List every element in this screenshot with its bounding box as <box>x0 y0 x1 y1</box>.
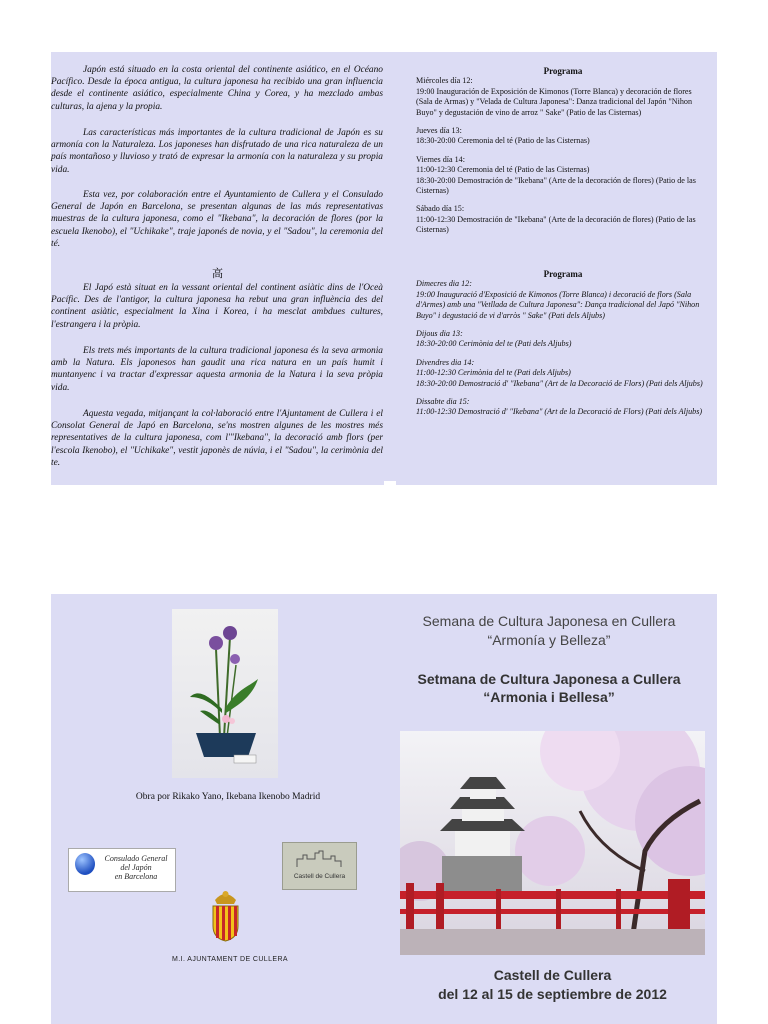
program-ca <box>416 269 710 426</box>
program-ca-day: Dimecres dia 12: 19:00 Inauguració d'Exposició de Kimonos (Torre Blanca) i decoració de flors (Sala d'Armes) amb una "Vetllada de Cultura Japonesa": Dança tradicional del Japó "Nihon Buyo" i degustació de vi d'arròs " Sake" (Pati dels Aljubs) <box>416 279 700 320</box>
program-es-day: Jueves día 13: 18:30-20:00 Ceremonia del té (Patio de las Cisternas) <box>416 126 590 146</box>
castle-outline-icon <box>295 847 343 869</box>
paragraph-es-nature: Las características más importantes de la cultura tradicional de Japón es su armonía con la Naturaleza. Los japoneses han disfrutado de una rica naturaleza de un país montañoso y lluvioso y trató de expresar la armonía con la naturaleza y su propia vida. <box>51 128 383 175</box>
program-es-day: Miércoles día 12: 19:00 Inauguración de Exposición de Kimonos (Torre Blanca) y decoración de flores (Sala de Armas) y "Velada de Cultura Japonesa": Danza tradicional del Japón "Nihon Buyo" y degustación de vino de arroz " Sake" (Patio de las Cisternas) <box>416 76 693 117</box>
paragraph-ca-collaboration: Aquesta vegada, mitjançant la col·laboració entre l'Ajuntament de Cullera i el Consolat General de Japó en Barcelona, se'ns mostren algunes de les mostres més representatives de la cultura japonesa, com l'"Ikebana", la decoració amb flors (per l'escola Ikenobo), el "Uchikake", vestit japonès de núvia, i el "Sadou", la cerimònia del te. <box>51 409 383 468</box>
program-ca-day: Dijous dia 13: 18:30-20:00 Cerimònia del te (Pati dels Aljubs) <box>416 329 572 349</box>
title-ca: Setmana de Cultura Japonesa a Cullera <box>417 671 681 687</box>
castell-logo: Castell de Cullera <box>282 842 357 890</box>
paragraph-es-intro: Japón está situado en la costa oriental del continente asiático, en el Océano Pacífico. Desde la época antigua, la cultura japonesa ha recibido una gran influencia desde el continente asiático, especialmente China y Corea, y ha mezclado ambas culturas, la ajena y la propia. <box>51 65 383 112</box>
program-es <box>416 66 710 244</box>
subtitle-es: “Armonía y Belleza” <box>487 632 611 648</box>
divider-glyph: ⾼ <box>212 268 223 280</box>
program-es-day: Viernes día 14: 11:00-12:30 Ceremonia del té (Patio de las Cisternas) 18:30-20:00 Demostración de "Ikebana" (Arte de la decoración de flores) (Patio de las Cisternas) <box>416 154 696 196</box>
dates-label: del 12 al 15 de septiembre de 2012 <box>438 986 667 1002</box>
venue-label: Castell de Cullera <box>493 967 612 983</box>
program-es-title: Programa <box>543 66 583 76</box>
ikebana-photo <box>172 609 278 778</box>
paragraph-ca-nature: Els trets més importants de la cultura tradicional japonesa és la seva armonia amb la Natura. Els japonesos han gaudit una rica natura en un país humit i muntanyenc i va tractar d'expressar aquesta armonia de la Natura i la seva pròpia vida. <box>51 346 383 393</box>
program-ca-day: Divendres dia 14: 11:00-12:30 Cerimònia del te (Pati dels Aljubs) 18:30-20:00 Demostració d' "Ikebana" (Art de la Decoració de Flors) (Pati dels Aljubs) <box>416 357 703 388</box>
consulado-logo: Consulado General del Japón en Barcelona <box>68 848 176 892</box>
subtitle-ca: “Armonia i Bellesa” <box>483 689 615 705</box>
program-es-day: Sábado día 15: 11:00-12:30 Demostración de "Ikebana" (Arte de la decoración de flores) (Patio de las Cisternas) <box>416 204 696 235</box>
title-es: Semana de Cultura Japonesa en Cullera <box>422 613 676 629</box>
program-ca-title: Programa <box>543 269 583 279</box>
coat-of-arms-icon <box>209 886 242 942</box>
program-ca-day: Dissabte dia 15: 11:00-12:30 Demostració d' "Ikebana" (Art de la Decoració de Flors) (Pati dels Aljubs) <box>416 397 703 417</box>
paragraph-ca-intro: El Japó està situat en la vessant oriental del continent asiàtic dins de l'Oceà Pacífic. Des de l'antigor, la cultura japonesa ha rebut una gran influència des del continent asiàtic, especialment la Xina i Korea, i ha mesclat ambdues cultures, l'estrangera i la pròpia. <box>51 283 383 330</box>
photo-caption: Obra por Rikako Yano, Ikebana Ikenobo Madrid <box>135 792 321 802</box>
castle-cherry-blossom-photo <box>400 731 705 955</box>
globe-icon <box>75 853 95 875</box>
ajuntament-label: M.I. AJUNTAMENT DE CULLERA <box>172 956 288 963</box>
paragraph-es-collaboration: Esta vez, por colaboración entre el Ayuntamiento de Cullera y el Consulado General de Japón en Barcelona, se presentan algunas de las más representativas muestras de la cultura japonesa, como el "Ikebana", la decoración de flores (por la escuela Ikenobo), el "Uchikake", traje japonés de novia, y el "Sadou", la ceremonia del té. <box>51 190 383 249</box>
